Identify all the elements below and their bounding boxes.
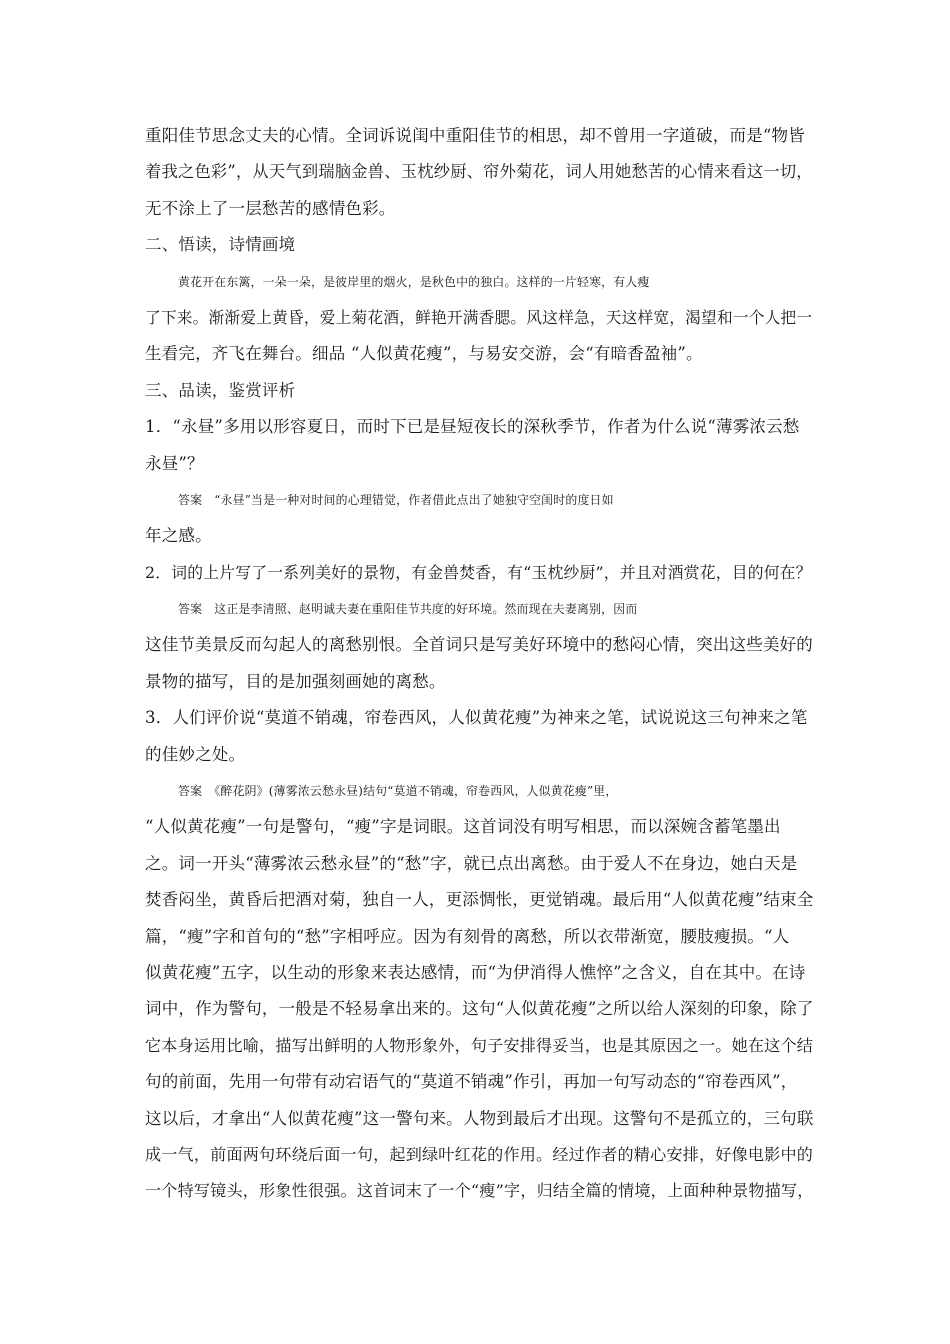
text-line: 3．人们评价说“莫道不销魂，帘卷西风，人似黄花瘦”为神来之笔，试说说这三句神来之笔	[145, 708, 808, 728]
text-line: 黄花开在东篱，一朵一朵，是彼岸里的烟火，是秋色中的独白。这样的一片轻寒，有人瘦	[178, 274, 650, 289]
text-line: 重阳佳节思念丈夫的心情。全词诉说闺中重阳佳节的相思，却不曾用一字道破，而是“物皆	[145, 126, 805, 145]
text-line: 的佳妙之处。	[145, 744, 246, 764]
document-body	[145, 118, 815, 1210]
text-line: 篇，“瘦”字和首句的“愁”字相呼应。因为有刻骨的离愁，所以衣带渐宽，腰肢瘦损。“人	[145, 926, 790, 946]
text-line: 句的前面，先用一句带有动宕语气的“莫道不销魂”作引，再加一句写动态的“帘卷西风”，	[145, 1072, 798, 1092]
text-line: 着我之色彩”，从天气到瑞脑金兽、玉枕纱厨、帘外菊花，词人用她愁苦的心情来看这一切，	[145, 162, 813, 182]
text-line: 这以后，才拿出“人似黄花瘦”这一警句来。人物到最后才出现。这警句不是孤立的，三句联	[145, 1108, 814, 1128]
text-line: “人似黄花瘦”一句是警句，“瘦”字是词眼。这首词没有明写相思，而以深婉含蓄笔墨出	[145, 817, 781, 837]
text-line: 景物的描写，目的是加强刻画她的离愁。	[145, 671, 446, 691]
text-line: 永昼”？	[145, 453, 204, 473]
text-line: 年之感。	[145, 526, 212, 546]
text-line: 词中，作为警句，一般是不轻易拿出来的。这句“人似黄花瘦”之所以给人深刻的印象，除了	[145, 999, 814, 1019]
text-line: 似黄花瘦”五字，以生动的形象来表达感情，而“为伊消得人憔悴”之含义，自在其中。在诗	[145, 962, 806, 982]
text-line: 1．“永昼”多用以形容夏日，而时下已是昼短夜长的深秋季节，作者为什么说“薄雾浓云愁	[145, 417, 800, 437]
text-line: 生看完，齐飞在舞台。细品 “人似黄花瘦”，与易安交游，会“有暗香盈袖”。	[145, 344, 703, 364]
text-line: 答案 《醉花阴》(薄雾浓云愁永昼)结句“莫道不销魂，帘卷西风，人似黄花瘦”里，	[178, 784, 618, 799]
text-line: 这佳节美景反而勾起人的离愁别恨。全首词只是写美好环境中的愁闷心情，突出这些美好的	[145, 635, 813, 655]
text-line: 二、悟读，诗情画境	[145, 235, 296, 255]
text-line: 焚香闷坐，黄昏后把酒对菊，独自一人，更添惆怅，更觉销魂。最后用“人似黄花瘦”结束全	[145, 890, 814, 910]
text-line: 答案 “永昼”当是一种对时间的心理错觉，作者借此点出了她独守空闺时的度日如	[178, 492, 614, 507]
text-line: 三、品读，鉴赏评析	[145, 380, 296, 400]
text-line: 无不涂上了一层愁苦的感情色彩。	[145, 198, 396, 218]
text-line: 之。词一开头“薄雾浓云愁永昼”的“愁”字，就已点出离愁。由于爱人不在身边，她白天是	[145, 853, 798, 873]
text-line: 一个特写镜头，形象性很强。这首词末了一个“瘦”字，归结全篇的情境，上面种种景物描写，	[145, 1181, 814, 1201]
text-line: 成一气，前面两句环绕后面一句，起到绿叶红花的作用。经过作者的精心安排，好像电影中的	[145, 1144, 814, 1164]
text-line: 了下来。渐渐爱上黄昏，爱上菊花酒，鲜艳开满香腮。风这样急，天这样宽，渴望和一个人把一	[145, 307, 813, 327]
text-line: 2．词的上片写了一系列美好的景物，有金兽焚香，有“玉枕纱厨”，并且对酒赏花，目的何在？	[145, 562, 812, 582]
text-line: 答案 这正是李清照、赵明诚夫妻在重阳佳节共度的好环境。然而现在夫妻离别，因而	[178, 602, 638, 617]
text-line: 它本身运用比喻，描写出鲜明的人物形象外，句子安排得妥当，也是其原因之一。她在这个结	[145, 1035, 814, 1055]
